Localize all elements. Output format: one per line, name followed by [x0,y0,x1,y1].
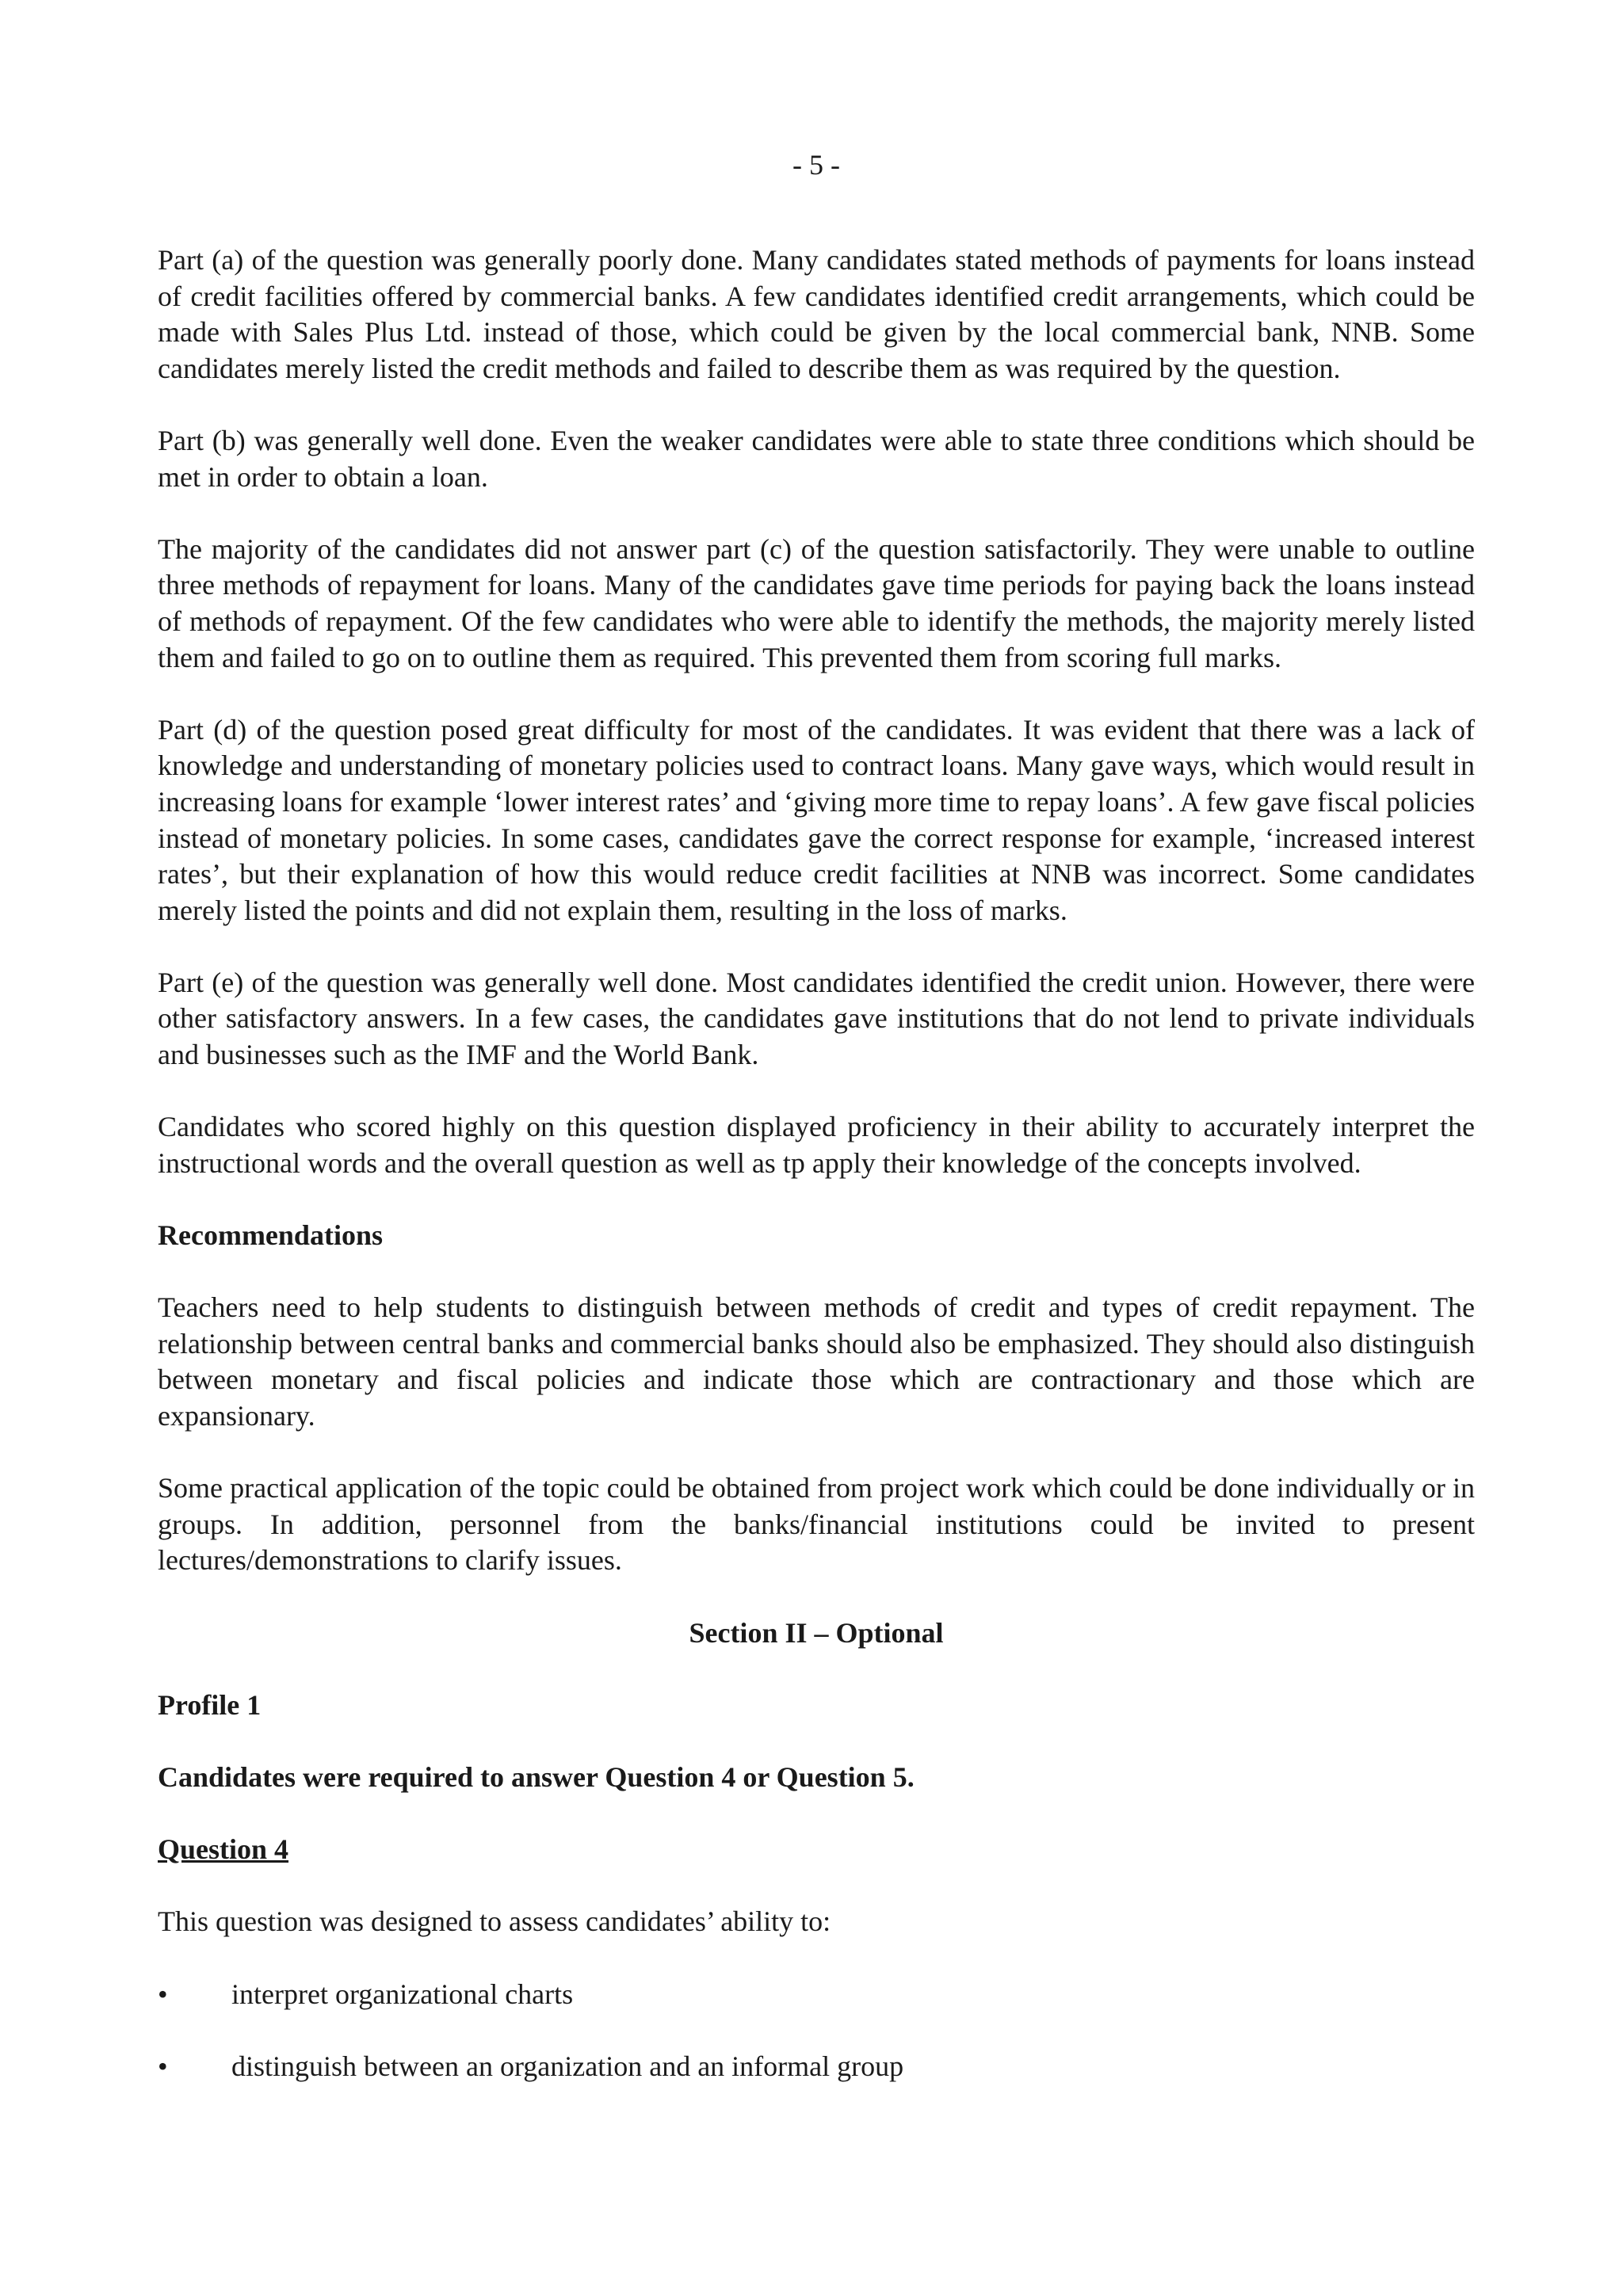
list-item-text: interpret organizational charts [231,1978,574,2010]
paragraph-high-scorers: Candidates who scored highly on this question displayed proficiency in their ability to accurately interpret the instructional words and the overall question as well as tp apply their knowledge of the concepts involved. [158,1111,1475,1179]
paragraph-part-e: Part (e) of the question was generally well done. Most candidates identified the credit union. However, there were other satisfactory answers. In a few cases, the candidates gave institutions that do not lend to private individuals and businesses such as the IMF and the World Bank. [158,966,1475,1071]
instruction-text: Candidates were required to answer Question 4 or Question 5. [158,1760,915,1793]
list-item [158,2049,1475,2085]
list-item-text: distinguish between an organization and an informal group [231,2050,904,2082]
bullet-icon: • [158,2050,168,2082]
bullet-icon: • [158,1978,168,2010]
document-body [158,242,1475,2121]
recommendations-heading: Recommendations [158,1219,383,1252]
page-number: - 5 - [792,149,840,181]
profile-heading: Profile 1 [158,1688,262,1721]
question-intro: This question was designed to assess candidates’ ability to: [158,1905,831,1938]
recommendations-paragraph-2: Some practical application of the topic could be obtained from project work which could be done individually or in groups. In addition, personnel from the banks/financial institutions could be invited to present lectures/demonstrations to clarify issues. [158,1472,1475,1577]
recommendations-paragraph-1: Teachers need to help students to distinguish between methods of credit and types of credit repayment. The relationship between central banks and commercial banks should also be emphasized. They should also distinguish between monetary and fiscal policies and indicate those which are contractionary and those which are expansionary. [158,1291,1475,1432]
paragraph-part-b: Part (b) was generally well done. Even the weaker candidates were able to state three conditions which should be met in order to obtain a loan. [158,424,1475,493]
question-heading: Question 4 [158,1833,289,1866]
paragraph-part-d: Part (d) of the question posed great difficulty for most of the candidates. It was evident that there was a lack of knowledge and understanding of monetary policies used to contract loans. Many gave ways, which would result in increasing loans for example ‘lower interest rates’ and ‘giving more time to repay loans’. A few gave fiscal policies instead of monetary policies. In some cases, candidates gave the correct response for example, ‘increased interest rates’, but their explanation of how this would reduce credit facilities at NNB was incorrect. Some candidates merely listed the points and did not explain them, resulting in the loss of marks. [158,713,1475,926]
paragraph-part-a: Part (a) of the question was generally poorly done. Many candidates stated methods of payments for loans instead of credit facilities offered by commercial banks. A few candidates identified credit arrangements, which could be made with Sales Plus Ltd. instead of those, which could be given by the local commercial bank, NNB. Some candidates merely listed the credit methods and failed to describe them as was required by the question. [158,244,1475,384]
objectives-list [158,1977,1475,2085]
paragraph-part-c: The majority of the candidates did not answer part (c) of the question satisfactorily. They were unable to outline three methods of repayment for loans. Many of the candidates gave time periods for paying back the loans instead of methods of repayment. Of the few candidates who were able to identify the methods, the majority merely listed them and failed to go on to outline them as required. This prevented them from scoring full marks. [158,532,1475,673]
list-item [158,1977,1475,2013]
section-heading: Section II – Optional [689,1616,944,1649]
